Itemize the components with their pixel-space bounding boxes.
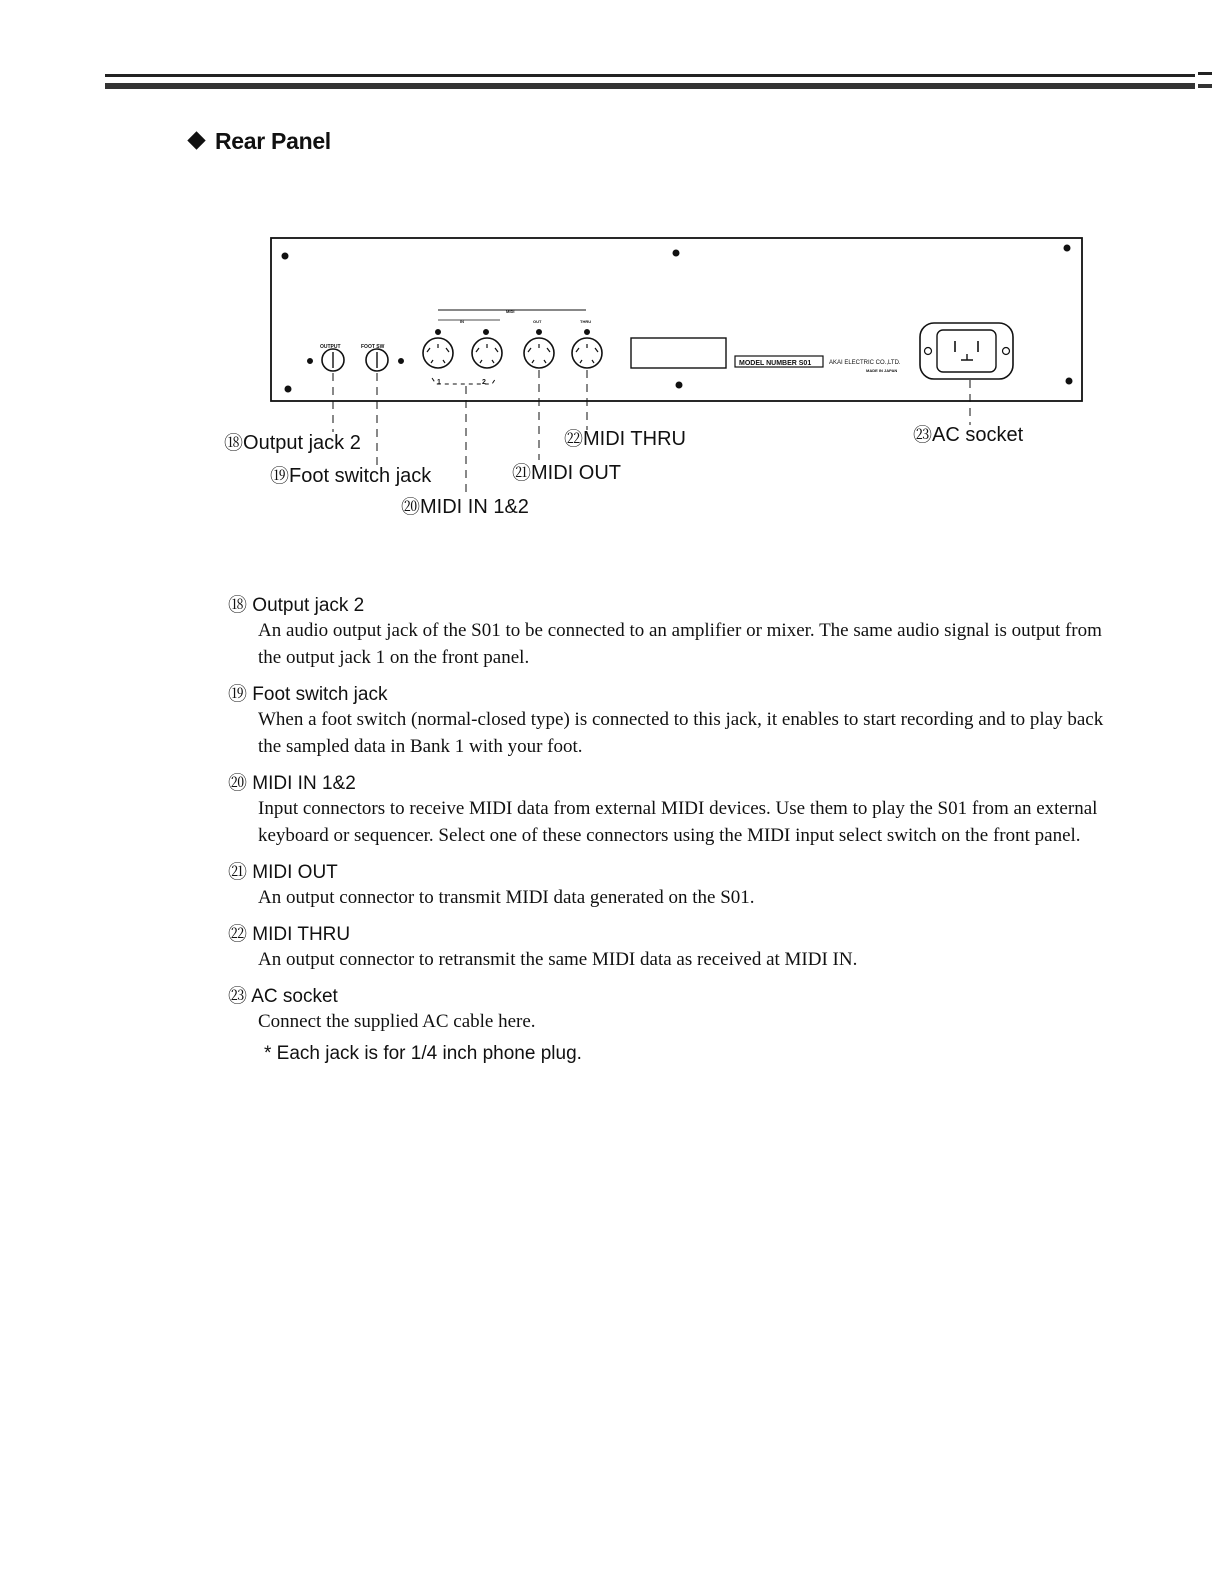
made-in-label: MADE IN JAPAN: [866, 368, 898, 373]
midi-thru-connector: [572, 338, 602, 368]
in1-label: 1: [437, 379, 441, 386]
output-jack-dot: [308, 359, 313, 364]
list-item: [228, 590, 1108, 671]
maker-label: AKAI ELECTRIC CO.,LTD.: [829, 360, 901, 366]
item-description: An output connector to transmit MIDI data generated on the S01.: [258, 887, 755, 908]
callout-midi-in: ⑳MIDI IN 1&2: [401, 496, 529, 518]
callout-midi-thru: ㉒MIDI THRU: [564, 428, 686, 450]
item-description: An audio output jack of the S01 to be connected to an amplifier or mixer. The same audio signal is output from the output jack 1 on the front panel.: [258, 620, 1102, 668]
midi-out-connector: [524, 338, 554, 368]
item-description: When a foot switch (normal-closed type) is connected to this jack, it enables to start recording and to play back the sampled data in Bank 1 with your foot.: [258, 709, 1104, 757]
list-item: [228, 768, 1108, 849]
footsw-label: FOOT SW: [361, 344, 385, 350]
item-heading: ⑳ MIDI IN 1&2: [228, 773, 356, 794]
footsw-jack-dot: [399, 359, 404, 364]
out-label: OUT: [533, 319, 542, 324]
item-heading: ㉓ AC socket: [228, 986, 338, 1007]
screw: [676, 382, 682, 388]
list-item: [228, 981, 1108, 1035]
screw: [673, 250, 679, 256]
item-heading: ⑱ Output jack 2: [228, 595, 365, 616]
item-heading: ㉒ MIDI THRU: [228, 924, 351, 945]
item-heading: ㉑ MIDI OUT: [228, 862, 338, 883]
callout-output-jack: ⑱Output jack 2: [224, 432, 361, 454]
footnote: * Each jack is for 1/4 inch phone plug.: [264, 1043, 582, 1064]
list-item: [228, 857, 1108, 911]
ac-socket-housing: [920, 323, 1013, 379]
panel-outline: [271, 238, 1082, 401]
item-description: Input connectors to receive MIDI data from external MIDI devices. Use them to play the S01 from an external keyboard or sequencer. Select one of these connectors using the MIDI input select switch on the front panel.: [258, 798, 1098, 846]
blank-plate: [631, 338, 726, 368]
callout-ac-socket: ㉓AC socket: [913, 424, 1024, 446]
section-title: Rear Panel: [190, 128, 331, 155]
model-number-label: MODEL NUMBER S01: [739, 360, 812, 367]
callout-midi-out: ㉑MIDI OUT: [512, 462, 622, 484]
in-label: IN: [460, 319, 464, 324]
thru-label: THRU: [580, 319, 592, 324]
midi-in-1-connector: [423, 338, 453, 368]
screw: [1064, 245, 1070, 251]
list-item: [228, 679, 1108, 760]
screw: [282, 253, 288, 259]
in2-label: 2: [482, 379, 486, 386]
item-heading: ⑲ Foot switch jack: [228, 684, 388, 705]
item-list: [228, 590, 1108, 1065]
midi-label: MIDI: [506, 309, 515, 314]
callout-foot-switch-jack: ⑲Foot switch jack: [270, 465, 432, 487]
output-label: OUTPUT: [320, 344, 341, 350]
midi-in-2-connector: [472, 338, 502, 368]
list-item: [228, 919, 1108, 973]
screw: [1066, 378, 1072, 384]
item-description: An output connector to retransmit the same MIDI data as received at MIDI IN.: [258, 949, 858, 970]
item-description: Connect the supplied AC cable here.: [258, 1011, 536, 1032]
screw: [285, 386, 291, 392]
